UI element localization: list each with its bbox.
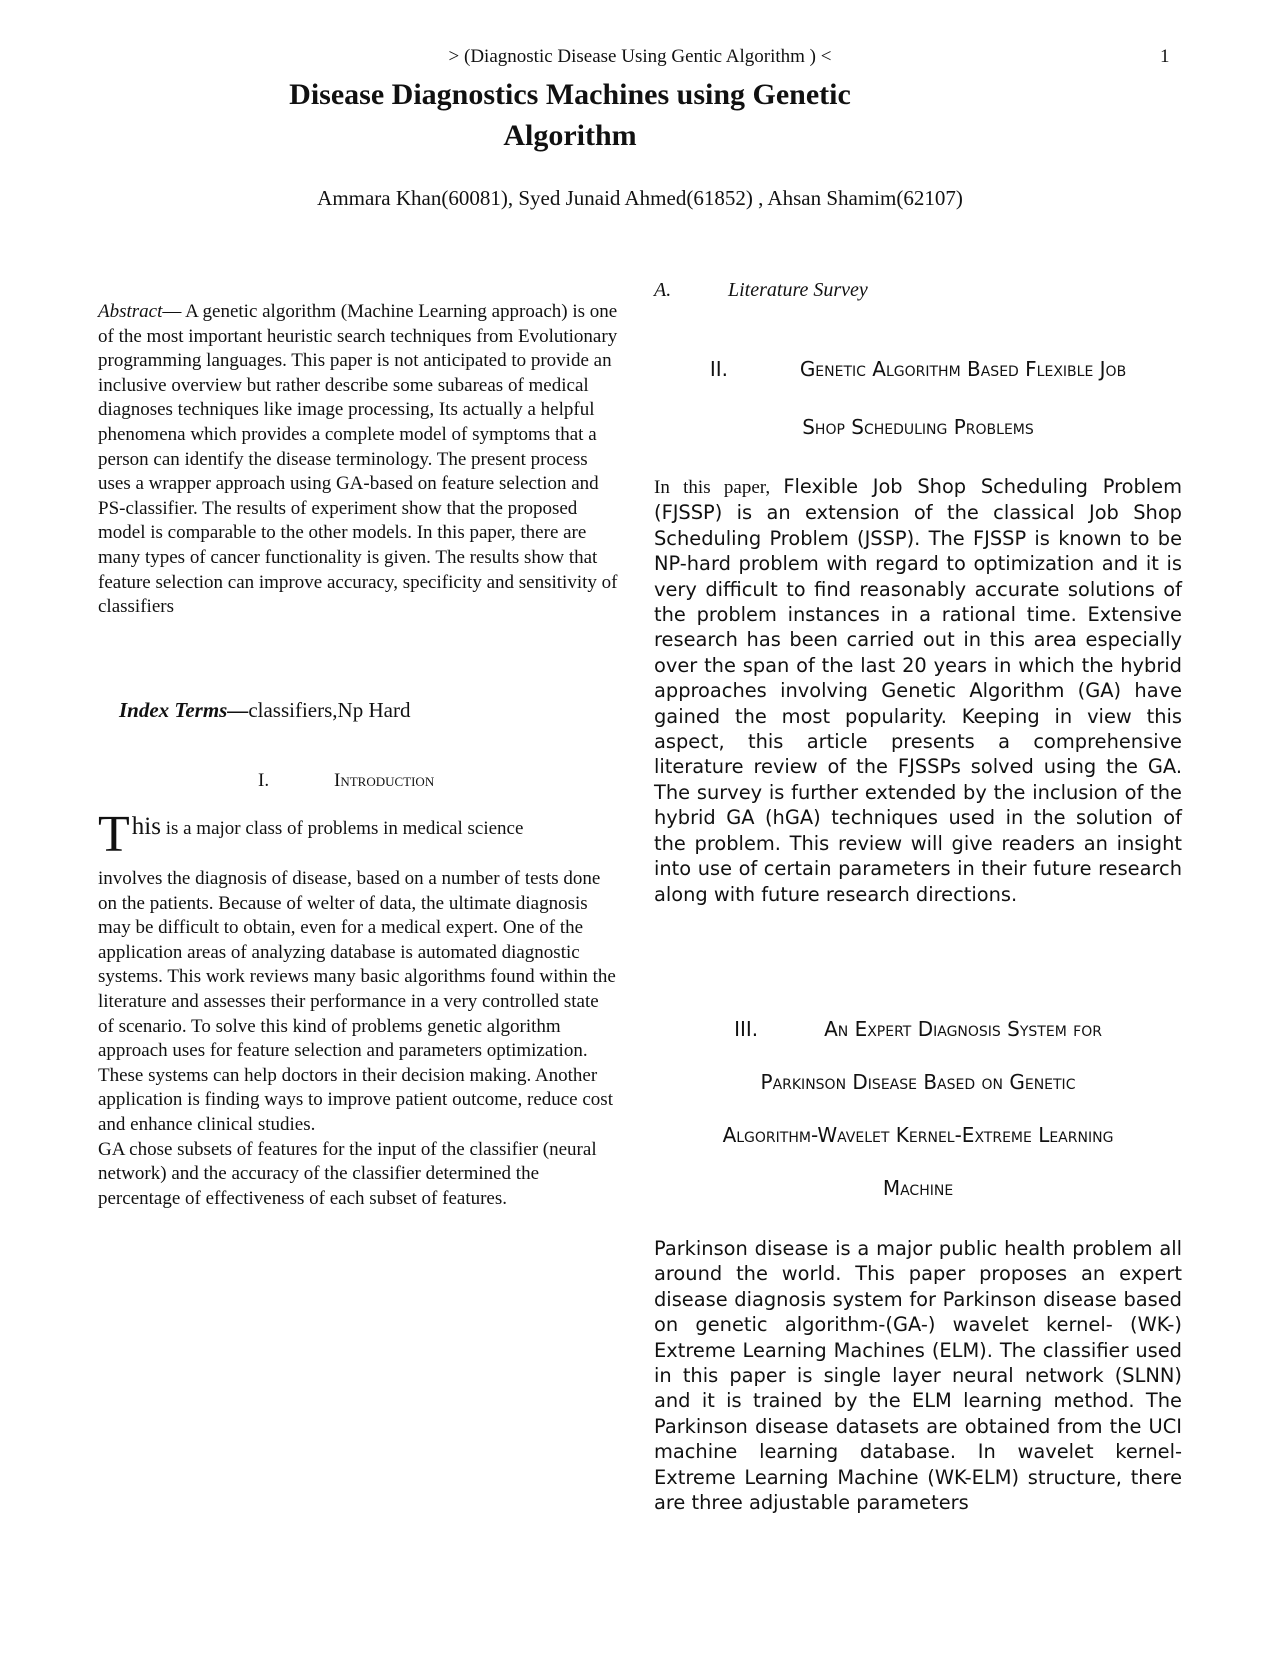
section-title: Genetic Algorithm Based Flexible Job <box>799 357 1127 381</box>
section-number: II. <box>709 357 728 381</box>
section-heading-genetic-algorithm-fjssp <box>654 340 1182 456</box>
section2-text: Flexible Job Shop Scheduling Problem (FJSSP) is an extension of the classical Job Shop Scheduling Problem (JSSP). The FJSSP is known to be NP-hard problem with regard to optimization and it is very difficult to find reasonably accurate solutions of the problem instances in a rational time. Extensive research has been carried out in this area especially over the span of the last 20 years in which the hybrid approaches involving Genetic Algorithm (GA) have gained the most popularity. Keeping in view this aspect, this article presents a comprehensive literature review of the FJSSPs solved using the GA. The survey is further extended by the inclusion of the hybrid GA (hGA) techniques used in the solution of the problem. This review will give readers an insight into use of certain parameters in their future research along with future research directions. <box>654 475 1182 906</box>
section2-body <box>654 474 1182 907</box>
abstract-text: — A genetic algorithm (Machine Learning approach) is one of the most important heuristic search techniques from Evolutionary programming languages. This paper is not anticipated to provide an inclusive overview but rather describe some subareas of medical diagnoses techniques like image processing, Its actually a helpful phenomena which provides a complete model of symptoms that a person can identify the disease terminology. The present process uses a wrapper approach using GA-based on feature selection and PS-classifier. The results of experiment show that the proposed model is comparable to the other models. In this paper, there are many types of cancer functionality is given. The results show that feature selection can improve accuracy, specificity and sensitivity of classifiers <box>98 301 618 618</box>
abstract <box>98 300 618 620</box>
page-number: 1 <box>1160 46 1170 67</box>
author-list: Ammara Khan(60081), Syed Junaid Ahmed(61852) , Ahsan Shamim(62107) <box>317 186 963 210</box>
subsection-heading-literature-survey <box>654 279 868 302</box>
introduction-paragraph: GA chose subsets of features for the input of the classifier (neural network) and the accuracy of the classifier determined the percentage of effectiveness of each subset of features. <box>98 1138 597 1209</box>
paper-title-line2: Algorithm <box>503 119 637 152</box>
first-word-rest: his <box>131 813 161 840</box>
section-heading-line: Parkinson Disease Based on Genetic <box>760 1070 1076 1094</box>
paper-title <box>160 74 980 156</box>
first-line-rest: is a major class of problems in medical science <box>160 818 524 839</box>
section-number: I. <box>258 770 270 791</box>
section3-body: Parkinson disease is a major public health problem all around the world. This paper proposes an expert disease diagnosis system for Parkinson disease based on genetic algorithm-(GA-) wavelet kernel- (WK-) Extreme Learning Machines (ELM). The classifier used in this paper is single layer neural network (SLNN) and it is trained by the ELM learning method. The Parkinson disease datasets are obtained from the UCI machine learning database. In wavelet kernel-Extreme Learning Machine (WK-ELM) structure, there are three adjustable parameters <box>654 1237 1182 1515</box>
introduction-paragraph: involves the diagnosis of disease, based on a number of tests done on the patients. Because of welter of data, the ultimate diagnosis may be difficult to obtain, even for a medical expert. One of the application areas of analyzing database is automated diagnostic systems. This work reviews many basic algorithms found within the literature and assesses their performance in a very controlled state of scenario. To solve this kind of problems genetic algorithm approach uses for feature selection and parameters optimization. These systems can help doctors in their decision making. Another application is finding ways to improve patient outcome, reduce cost and enhance clinical studies. <box>98 868 616 1135</box>
subsection-title: Literature Survey <box>728 279 868 301</box>
section-title: An Expert Diagnosis System for <box>824 1017 1102 1041</box>
index-terms-text: classifiers,Np Hard <box>248 698 411 722</box>
index-terms <box>119 698 410 723</box>
drop-cap: T <box>98 806 130 863</box>
paper-title-line1: Disease Diagnostics Machines using Genetic <box>289 78 851 111</box>
index-terms-label: Index Terms <box>119 698 228 722</box>
section-heading-line: Machine <box>882 1176 954 1200</box>
section-heading-parkinson-diagnosis <box>654 1003 1182 1215</box>
running-header: > (Diagnostic Disease Using Gentic Algorithm ) < <box>448 46 832 67</box>
subsection-letter: A. <box>654 279 672 301</box>
section-heading-line: Shop Scheduling Problems <box>802 415 1034 439</box>
section-heading-line <box>654 340 1182 398</box>
section-number: III. <box>734 1017 759 1041</box>
abstract-label: Abstract <box>98 301 163 322</box>
section-heading-line: Algorithm-Wavelet Kernel-Extreme Learning <box>722 1123 1114 1147</box>
introduction-first-line <box>98 806 618 867</box>
index-terms-dash: — <box>227 698 249 722</box>
section2-lead: In this paper, <box>654 477 784 498</box>
section-heading-line <box>654 1003 1182 1056</box>
section-title: Introduction <box>334 770 435 791</box>
introduction-body <box>98 806 618 1211</box>
